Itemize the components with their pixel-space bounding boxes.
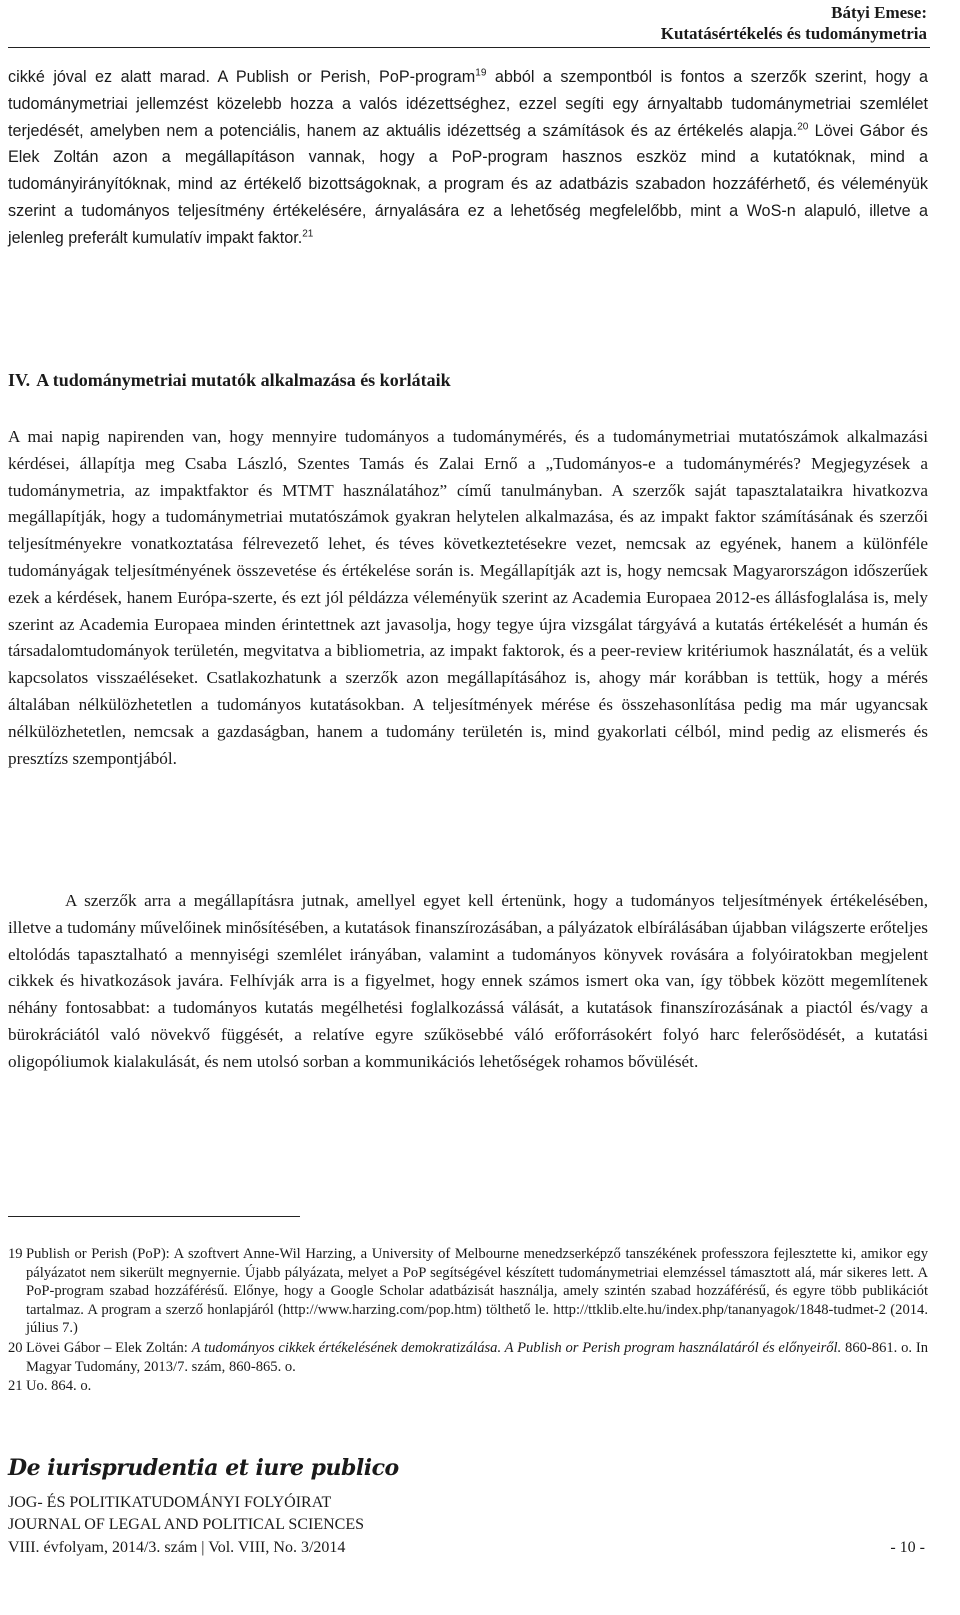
paragraph-1-text-a: cikké jóval ez alatt marad. A Publish or Perish, PoP-program: [8, 68, 476, 86]
paragraph-1-text-b: abból a szempontból is fontos a szerzők szerint, hogy a tudománymetriai jellemzést közelebb hozza a valós idézettséghez, ezzel segíti egy árnyaltabb tudománymetriai szemlélet terjedését, amelyben nem a potenciális, hanem az aktuális idézettség a számítások és az értékelés alapja.: [8, 68, 928, 140]
paragraph-1: [8, 64, 928, 252]
footnote-20-text-b: 860-861. o. In Magyar Tudomány, 2013/7. szám, 860-865. o.: [26, 1339, 928, 1375]
footnote-ref-19[interactable]: 19: [475, 67, 487, 79]
footnote-19: [8, 1245, 928, 1338]
journal-name-hu: JOG- ÉS POLITIKATUDOMÁNYI FOLYÓIRAT: [8, 1494, 332, 1511]
footnote-19-number: 19: [8, 1246, 23, 1262]
running-header: [367, 2, 927, 44]
journal-logo: De iurisprudentia et iure publico: [8, 1455, 399, 1481]
footnote-20-italic-title: A tudományos cikkek értékelésének demokratizálása. A Publish or Perish program használatáról és előnyeiről.: [191, 1339, 842, 1356]
section-number: IV.: [8, 370, 31, 390]
footnote-rule: [8, 1216, 300, 1217]
footnote-ref-20[interactable]: 20: [797, 121, 809, 133]
footnote-20: [8, 1339, 928, 1376]
paragraph-1-text-c: Lövei Gábor és Elek Zoltán azon a megállapításon vannak, hogy a PoP-program hasznos eszköz mind a kutatóknak, mind a tudományirányítóknak, mind az értékelő bizottságoknak, a program és az adatbázis szabadon hozzáférhető, és véleményük szerint a tudományos teljesítmény értékelésére, árnyalására ez a lehetőség megfelelőbb, mint a WoS-n alapuló, illetve a jelenleg preferált kumulatív impakt faktor.: [8, 121, 928, 247]
section-title: A tudománymetriai mutatók alkalmazása és korlátaik: [36, 370, 451, 390]
journal-name-en: JOURNAL OF LEGAL AND POLITICAL SCIENCES: [8, 1516, 364, 1533]
footnote-21-text: Uo. 864. o.: [26, 1378, 92, 1395]
header-rule: [8, 47, 930, 48]
footnote-20-text-a: Lövei Gábor – Elek Zoltán:: [26, 1339, 192, 1356]
footnotes: [8, 1245, 928, 1397]
paragraph-3-text: A szerzők arra a megállapításra jutnak, amellyel egyet kell értenünk, hogy a tudományos teljesítmények értékelésében, illetve a tudomány művelőinek minősítésében, a kutatások finanszírozásában, a pályázatok elbírálásában újabban világszerte erőteljes eltolódás tapasztalható a mennyiségi szemlélet irányában, valamint a tudományos könyvek rovására a folyóiratokban megjelent cikkek és hivatkozások javára. Felhívják arra is a figyelmet, hogy ennek számos ismert oka van, így többek között megemlítenek néhány fontosabbat: a tudományos kutatás megélhetési foglalkozássá válását, a kutatások finanszírozásának a piactól és/vagy a bürokráciától való növekvő függését, a relatíve egyre szűkösebbé váló erőforrásokért folyó harc felerősödését, a kutatási oligopóliumok kialakulását, és nem utolsó sorban a kommunikációs lehetőségek rohamos bővülését.: [8, 891, 928, 1071]
footnote-ref-21[interactable]: 21: [302, 228, 314, 240]
page-number: - 10 -: [890, 1539, 925, 1556]
header-author: Bátyi Emese:: [831, 3, 927, 22]
footnote-21: [8, 1377, 928, 1396]
paragraph-2-text: A mai napig napirenden van, hogy mennyire tudományos a tudománymérés, és a tudománymetriai mutatószámok alkalmazási kérdései, állapítja meg Csaba László, Szentes Tamás és Zalai Ernő a „Tudományos-e a tudománymérés? Megjegyzések a tudománymetria, az impaktfaktor és MTMT használatához” című tanulmányban. A szerzők saját tapasztalataikra hivatkozva megállapítják, hogy a tudománymetriai mutatószámok gyakran helytelen alkalmazása, és az impakt faktor számításának és szerzői teljesítményekre vonatkoztatása félrevezető lehet, és téves következtetésekre vezet, nemcsak az egyének, hanem a különféle tudományágak teljesítményének összevetése és értékelése során is. Megállapítják azt is, hogy nemcsak Magyarországon időszerűek ezek a kérdések, hanem Európa-szerte, és ezt jól példázza véleményük szerint az Academia Europaea 2012-es állásfoglalása is, mely szerint az Academia Europaea minden érintettnek azt javasolja, hogy tegye újra vizsgálat tárgyává a kutatás értékelését a humán és társadalomtudományok területén, megvitatva a bibliometria, az impakt faktorok, és a peer-review kritériumok használatát, és a velük kapcsolatos visszaéléseket. Csatlakozhatunk a szerzők azon megállapításához is, ahogy már korábban is tettük, hogy a mérés általában nélkülözhetetlen a tudományos kutatásokban. A teljesítmények mérése és összehasonlítása pedig ma már ugyancsak nélkülözhetetlen, nemcsak a gazdaságban, hanem a tudomány területén is, mind gyakorlati célból, mind pedig az elismerés és presztízs szempontjából.: [8, 427, 928, 768]
footnote-21-number: 21: [8, 1378, 23, 1395]
journal-issue: VIII. évfolyam, 2014/3. szám | Vol. VIII, No. 3/2014: [8, 1539, 346, 1556]
footnote-20-number: 20: [8, 1339, 23, 1356]
footnote-19-text: Publish or Perish (PoP): A szoftvert Anne-Wil Harzing, a University of Melbourne menedzserképző tanszékének professzora fejlesztette ki, amikor egy pályázatot nem sikerült megnyernie. Újabb pályázata, melyet a PoP segítségével készített tudománymetriai elemzéssel támasztott alá, már sikeres lett. A PoP-program szabad hozzáférésű. Előnye, hogy a Google Scholar adatbázisát használja, amely szintén szabad hozzáférésű, és egyre több publikációt tartalmaz. A program a szerző honlapjáról (http://www.harzing.com/pop.htm) tölthető le. http://ttklib.elte.hu/index.php/tananyagok/1848-tudmet-2 (2014. július 7.): [26, 1246, 928, 1337]
header-title: Kutatásértékelés és tudománymetria: [660, 24, 927, 43]
paragraph-3: [8, 888, 928, 1076]
paragraph-2: [8, 424, 928, 772]
section-heading: [8, 368, 928, 392]
